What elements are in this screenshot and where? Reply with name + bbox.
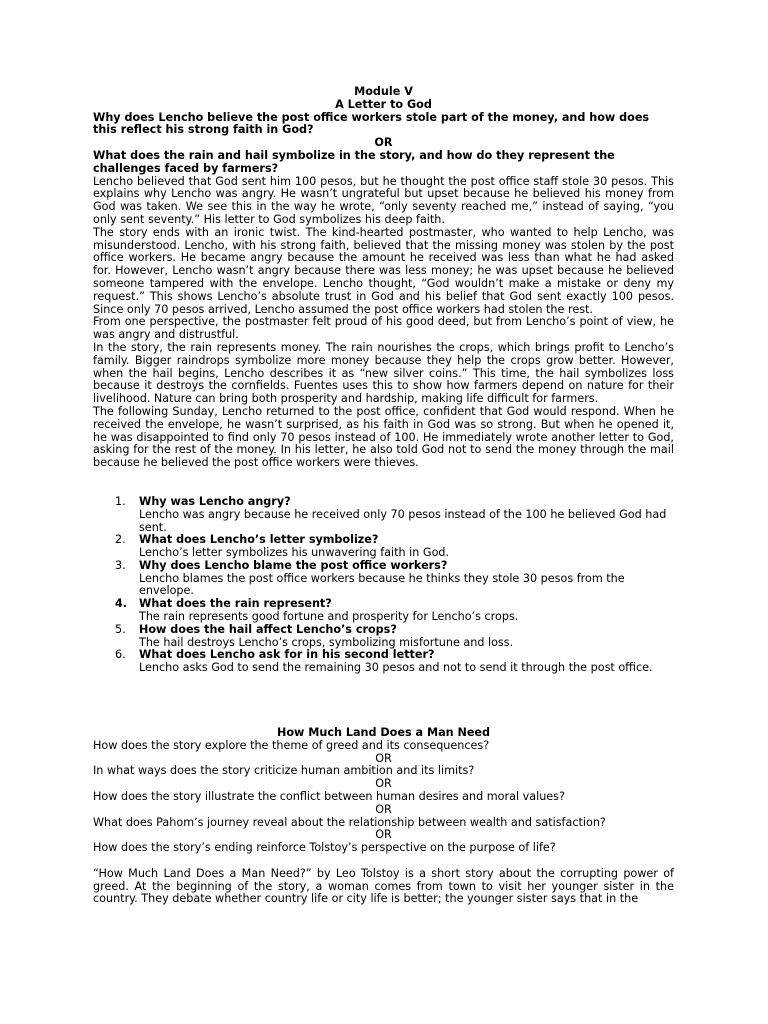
module-title: Module V [354,85,413,98]
list-number: 3. [115,558,126,572]
qa-list [93,496,674,675]
list-number: 2. [115,533,126,547]
qa-question: Why was Lencho angry? [139,494,291,508]
body-paragraph: In the story, the rain represents money. The rain nourishes the crops, which brings profit to Lencho’s family. Bigger raindrops symbolize more money because they help the crops grow better. However, when the hail begins, Lencho describes it as “new silver coins.” This time, the hail symbolizes loss because it destroys the cornfields. Fuentes uses this to show how farmers depend on nature for their livelihood. Nature can bring both prosperity and hardship, making life difficult for farmers. [93,340,674,406]
list-item [93,496,674,534]
question-heading: Why does Lencho believe the post office workers stole part of the money, and how does this reflect his strong faith in God? [93,110,650,137]
body-paragraph: The story ends with an ironic twist. The kind-hearted postmaster, who wanted to help Lencho, was misunderstood. Lencho, with his strong faith, believed that the missing money was stolen by the post office workers. He became angry because the amount he received was less than what he had asked for. However, Lencho wasn’t angry because there was less money; he was upset because he believed someone tampered with the envelope. Lencho thought, “God wouldn’t make a mistake or deny my request.” This shows Lencho’s absolute trust in God and his belief that God sent exactly 100 pesos. Since only 70 pesos arrived, Lencho assumed the post office workers had stolen the rest. [93,225,674,316]
story-title: A Letter to God [335,97,432,111]
question-line: In what ways does the story criticize human ambition and its limits? [93,764,475,778]
or-separator: OR [375,802,392,816]
qa-question: Why does Lencho blame the post office workers? [139,558,448,572]
list-number: 6. [115,648,126,662]
or-separator: OR [375,828,392,842]
question-line: How does the story explore the theme of greed and its consequences? [93,738,490,752]
or-separator: OR [374,136,393,150]
qa-answer: The hail destroys Lencho’s crops, symbolizing misfortune and loss. [139,635,514,649]
question-heading: What does the rain and hail symbolize in the story, and how do they represent the challenges faced by farmers? [93,148,615,175]
qa-answer: Lencho was angry because he received only 70 pesos instead of the 100 he believed God had sent. [139,507,667,534]
question-line: How does the story’s ending reinforce Tolstoy’s perspective on the purpose of life? [93,841,556,855]
list-number: 4. [115,597,128,611]
section-title: How Much Land Does a Man Need [276,726,491,740]
question-line: What does Pahom’s journey reveal about the relationship between wealth and satisfaction? [93,815,606,829]
list-item [93,598,674,624]
or-separator: OR [375,751,392,765]
or-separator: OR [375,777,392,791]
list-item [93,534,674,560]
qa-answer: Lencho blames the post office workers because he thinks they stole 30 pesos from the envelope. [139,571,625,598]
qa-answer: Lencho’s letter symbolizes his unwavering faith in God. [139,546,450,560]
qa-question: How does the hail affect Lencho’s crops? [139,622,397,636]
spacer [93,675,674,727]
list-number: 1. [115,494,126,508]
qa-answer: Lencho asks God to send the remaining 30 pesos and not to send it through the post office. [139,661,653,675]
qa-question: What does Lencho’s letter symbolize? [139,533,379,547]
spacer [93,855,674,868]
body-paragraph: The following Sunday, Lencho returned to the post office, confident that God would respond. When he received the envelope, he wasn’t surprised, as his faith in God was so strong. But when he opened it, he was disappointed to find only 70 pesos instead of 100. He immediately wrote another letter to God, asking for the rest of the money. In his letter, he also told God not to send the money through the mail because he believed the post office workers were thieves. [93,404,674,470]
list-number: 5. [115,622,126,636]
body-paragraph: Lencho believed that God sent him 100 pesos, but he thought the post office staff stole 30 pesos. This explains why Lencho was angry. He wasn’t ungrateful but upset because he believed his money from God was taken. We see this in the way he wrote, “only seventy reached me,” instead of saying, “you only sent seventy.” His letter to God symbolizes his deep faith. [93,174,674,226]
list-item [93,649,674,675]
list-item [93,560,674,598]
spacer [93,470,674,496]
qa-answer: The rain represents good fortune and prosperity for Lencho’s crops. [139,610,519,624]
list-item [93,624,674,650]
qa-question: What does Lencho ask for in his second letter? [139,648,435,662]
body-paragraph: “How Much Land Does a Man Need?” by Leo Tolstoy is a short story about the corrupting power of greed. At the beginning of the story, a woman comes from town to visit her younger sister in the country. They debate whether country life or city life is better; the younger sister says that in the [93,866,674,906]
body-paragraph: From one perspective, the postmaster felt proud of his good deed, but from Lencho’s point of view, he was angry and distrustful. [93,315,674,342]
qa-question: What does the rain represent? [139,597,332,611]
question-line: How does the story illustrate the conflict between human desires and moral values? [93,790,565,804]
